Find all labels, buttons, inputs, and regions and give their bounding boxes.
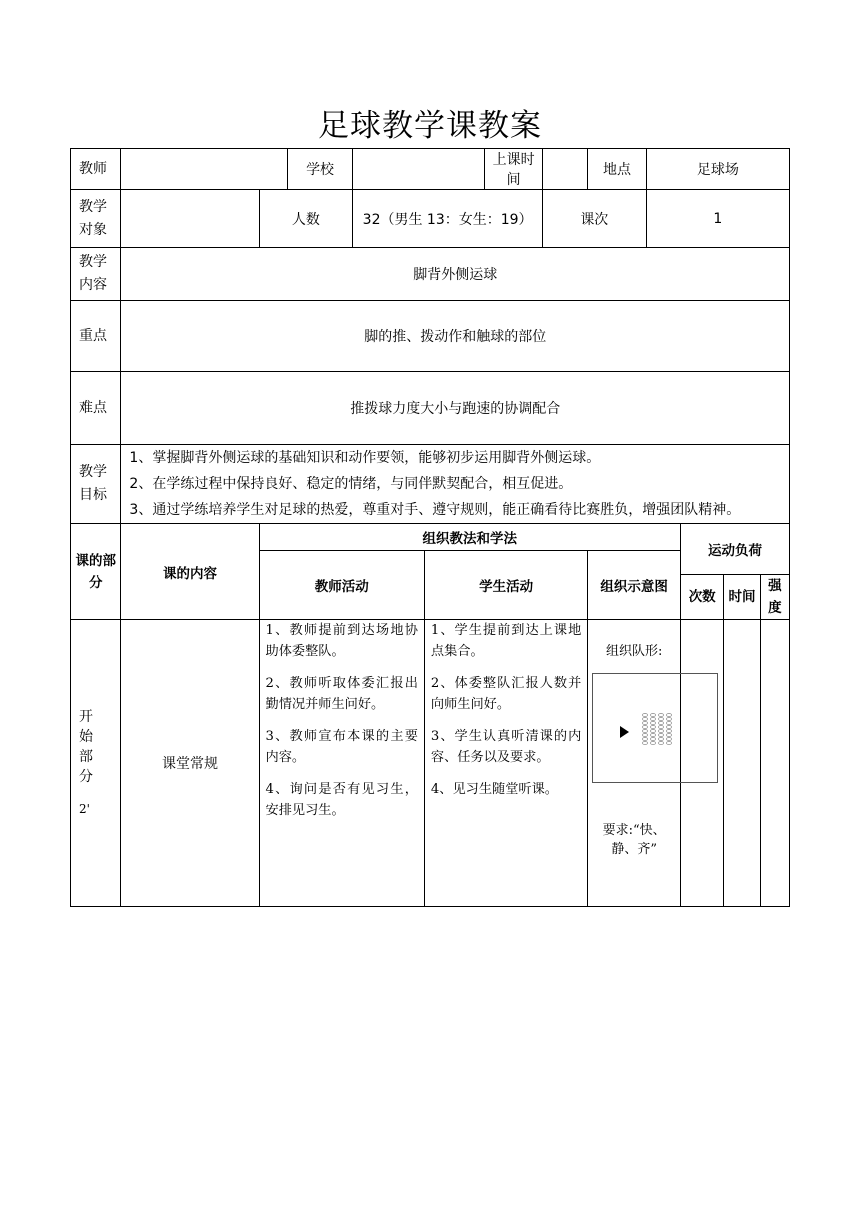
header-load-count: 次数 — [681, 575, 724, 620]
info-row-1 — [71, 149, 790, 190]
student-marker-icon — [659, 718, 664, 721]
student-marker-icon — [667, 734, 672, 737]
section-content: 课堂常规 — [121, 620, 259, 907]
load-intensity-value — [760, 620, 789, 907]
student-marker-icon — [651, 726, 656, 729]
school-label: 学校 — [287, 149, 353, 190]
student-marker-icon — [667, 714, 672, 717]
student-marker-icon — [659, 722, 664, 725]
student-marker-icon — [659, 742, 664, 745]
target-value — [121, 190, 259, 248]
difficulty-row — [71, 372, 790, 445]
student-marker-icon — [659, 726, 664, 729]
section-row — [71, 620, 790, 907]
student-marker-icon — [667, 730, 672, 733]
page-title: 足球教学课教案 — [318, 108, 542, 144]
header-load-intensity: 强度 — [760, 575, 789, 620]
goals-label: 教学目标 — [71, 445, 121, 524]
difficulty-value: 推拨球力度大小与跑速的协调配合 — [121, 372, 790, 445]
teacher-activity — [259, 620, 424, 907]
student-marker-icon — [643, 726, 648, 729]
teacher-marker-icon — [620, 726, 629, 738]
content-label: 教学内容 — [71, 248, 121, 301]
student-marker-icon — [643, 722, 648, 725]
header-methods: 组织教法和学法 — [259, 524, 680, 551]
student-marker-icon — [659, 738, 664, 741]
content-value: 脚背外侧运球 — [121, 248, 790, 301]
lesson-no-value: 1 — [646, 190, 789, 248]
student-marker-icon — [667, 742, 672, 745]
teacher-activity-item: 2、教师听取体委汇报出勤情况并师生问好。 — [265, 676, 418, 712]
difficulty-label: 难点 — [71, 372, 121, 445]
student-activity-item: 4、见习生随堂听课。 — [430, 782, 558, 797]
diagram-title: 组织队形: — [605, 644, 663, 659]
target-label — [71, 190, 121, 248]
count-value: 32（男生 13：女生：19） — [353, 190, 543, 248]
goals-row — [71, 445, 790, 524]
key-label: 重点 — [71, 301, 121, 372]
teacher-label: 教师 — [71, 149, 121, 190]
student-marker-icon — [659, 734, 664, 737]
student-marker-icon — [651, 718, 656, 721]
student-marker-icon — [651, 722, 656, 725]
header-student-activity: 学生活动 — [424, 551, 587, 620]
student-marker-icon — [659, 714, 664, 717]
teacher-activity-item: 3、教师宣布本课的主要内容。 — [265, 729, 418, 765]
header-diagram: 组织示意图 — [588, 551, 681, 620]
student-activity — [424, 620, 587, 907]
student-marker-icon — [651, 734, 656, 737]
goal-item: 3、通过学练培养学生对足球的热爱，尊重对手、遵守规则，能正确看待比赛胜负，增强团队精神。 — [129, 502, 741, 518]
school-value — [353, 149, 485, 190]
teacher-value — [121, 149, 287, 190]
student-activity-item: 3、学生认真听清课的内容、任务以及要求。 — [430, 729, 582, 765]
student-marker-icon — [659, 730, 664, 733]
content-row — [71, 248, 790, 301]
count-label: 人数 — [259, 190, 353, 248]
student-marker-icon — [651, 738, 656, 741]
diagram-cell — [588, 620, 681, 907]
section-duration: 2' — [79, 802, 90, 816]
goals-list — [121, 445, 790, 524]
lesson-no-label: 课次 — [542, 190, 646, 248]
section-part — [71, 620, 121, 907]
student-marker-icon — [667, 738, 672, 741]
key-value: 脚的推、拨动作和触球的部位 — [121, 301, 790, 372]
diagram-requirement: 要求:“快、静、齐” — [602, 823, 666, 857]
student-marker-icon — [651, 742, 656, 745]
header-load-time: 时间 — [724, 575, 760, 620]
place-label: 地点 — [588, 149, 646, 190]
student-marker-icon — [643, 718, 648, 721]
student-marker-icon — [667, 718, 672, 721]
student-activity-item: 1、学生提前到达上课地点集合。 — [430, 623, 582, 659]
student-marker-icon — [643, 738, 648, 741]
header-load: 运动负荷 — [681, 524, 790, 575]
goal-item: 2、在学练过程中保持良好、稳定的情绪，与同伴默契配合，相互促进。 — [129, 476, 573, 492]
student-marker-icon — [667, 726, 672, 729]
plan-header-row-1 — [71, 524, 790, 551]
header-part: 课的部分 — [71, 524, 121, 620]
student-marker-icon — [643, 734, 648, 737]
info-row-2 — [71, 190, 790, 248]
student-marker-icon — [651, 714, 656, 717]
student-formation — [643, 714, 672, 745]
time-value — [542, 149, 587, 190]
place-value: 足球场 — [646, 149, 789, 190]
goal-item: 1、掌握脚背外侧运球的基础知识和动作要领，能够初步运用脚背外侧运球。 — [129, 450, 601, 466]
section-part-label: 开始部分 — [79, 709, 93, 785]
key-row — [71, 301, 790, 372]
target-label-text: 教学对象 — [79, 198, 107, 238]
formation-svg — [593, 674, 717, 782]
student-marker-icon — [667, 722, 672, 725]
student-marker-icon — [643, 714, 648, 717]
teacher-activity-item: 1、教师提前到达场地协助体委整队。 — [265, 623, 418, 659]
header-content: 课的内容 — [121, 524, 259, 620]
load-time-value — [724, 620, 760, 907]
student-marker-icon — [643, 730, 648, 733]
formation-diagram — [592, 673, 718, 783]
lesson-plan-table — [70, 148, 790, 907]
student-activity-item: 2、体委整队汇报人数并向师生问好。 — [430, 676, 582, 712]
time-label: 上课时间 — [485, 149, 542, 190]
header-teacher-activity: 教师活动 — [259, 551, 424, 620]
teacher-activity-item: 4、询问是否有见习生，安排见习生。 — [265, 782, 418, 818]
student-marker-icon — [651, 730, 656, 733]
student-marker-icon — [643, 742, 648, 745]
